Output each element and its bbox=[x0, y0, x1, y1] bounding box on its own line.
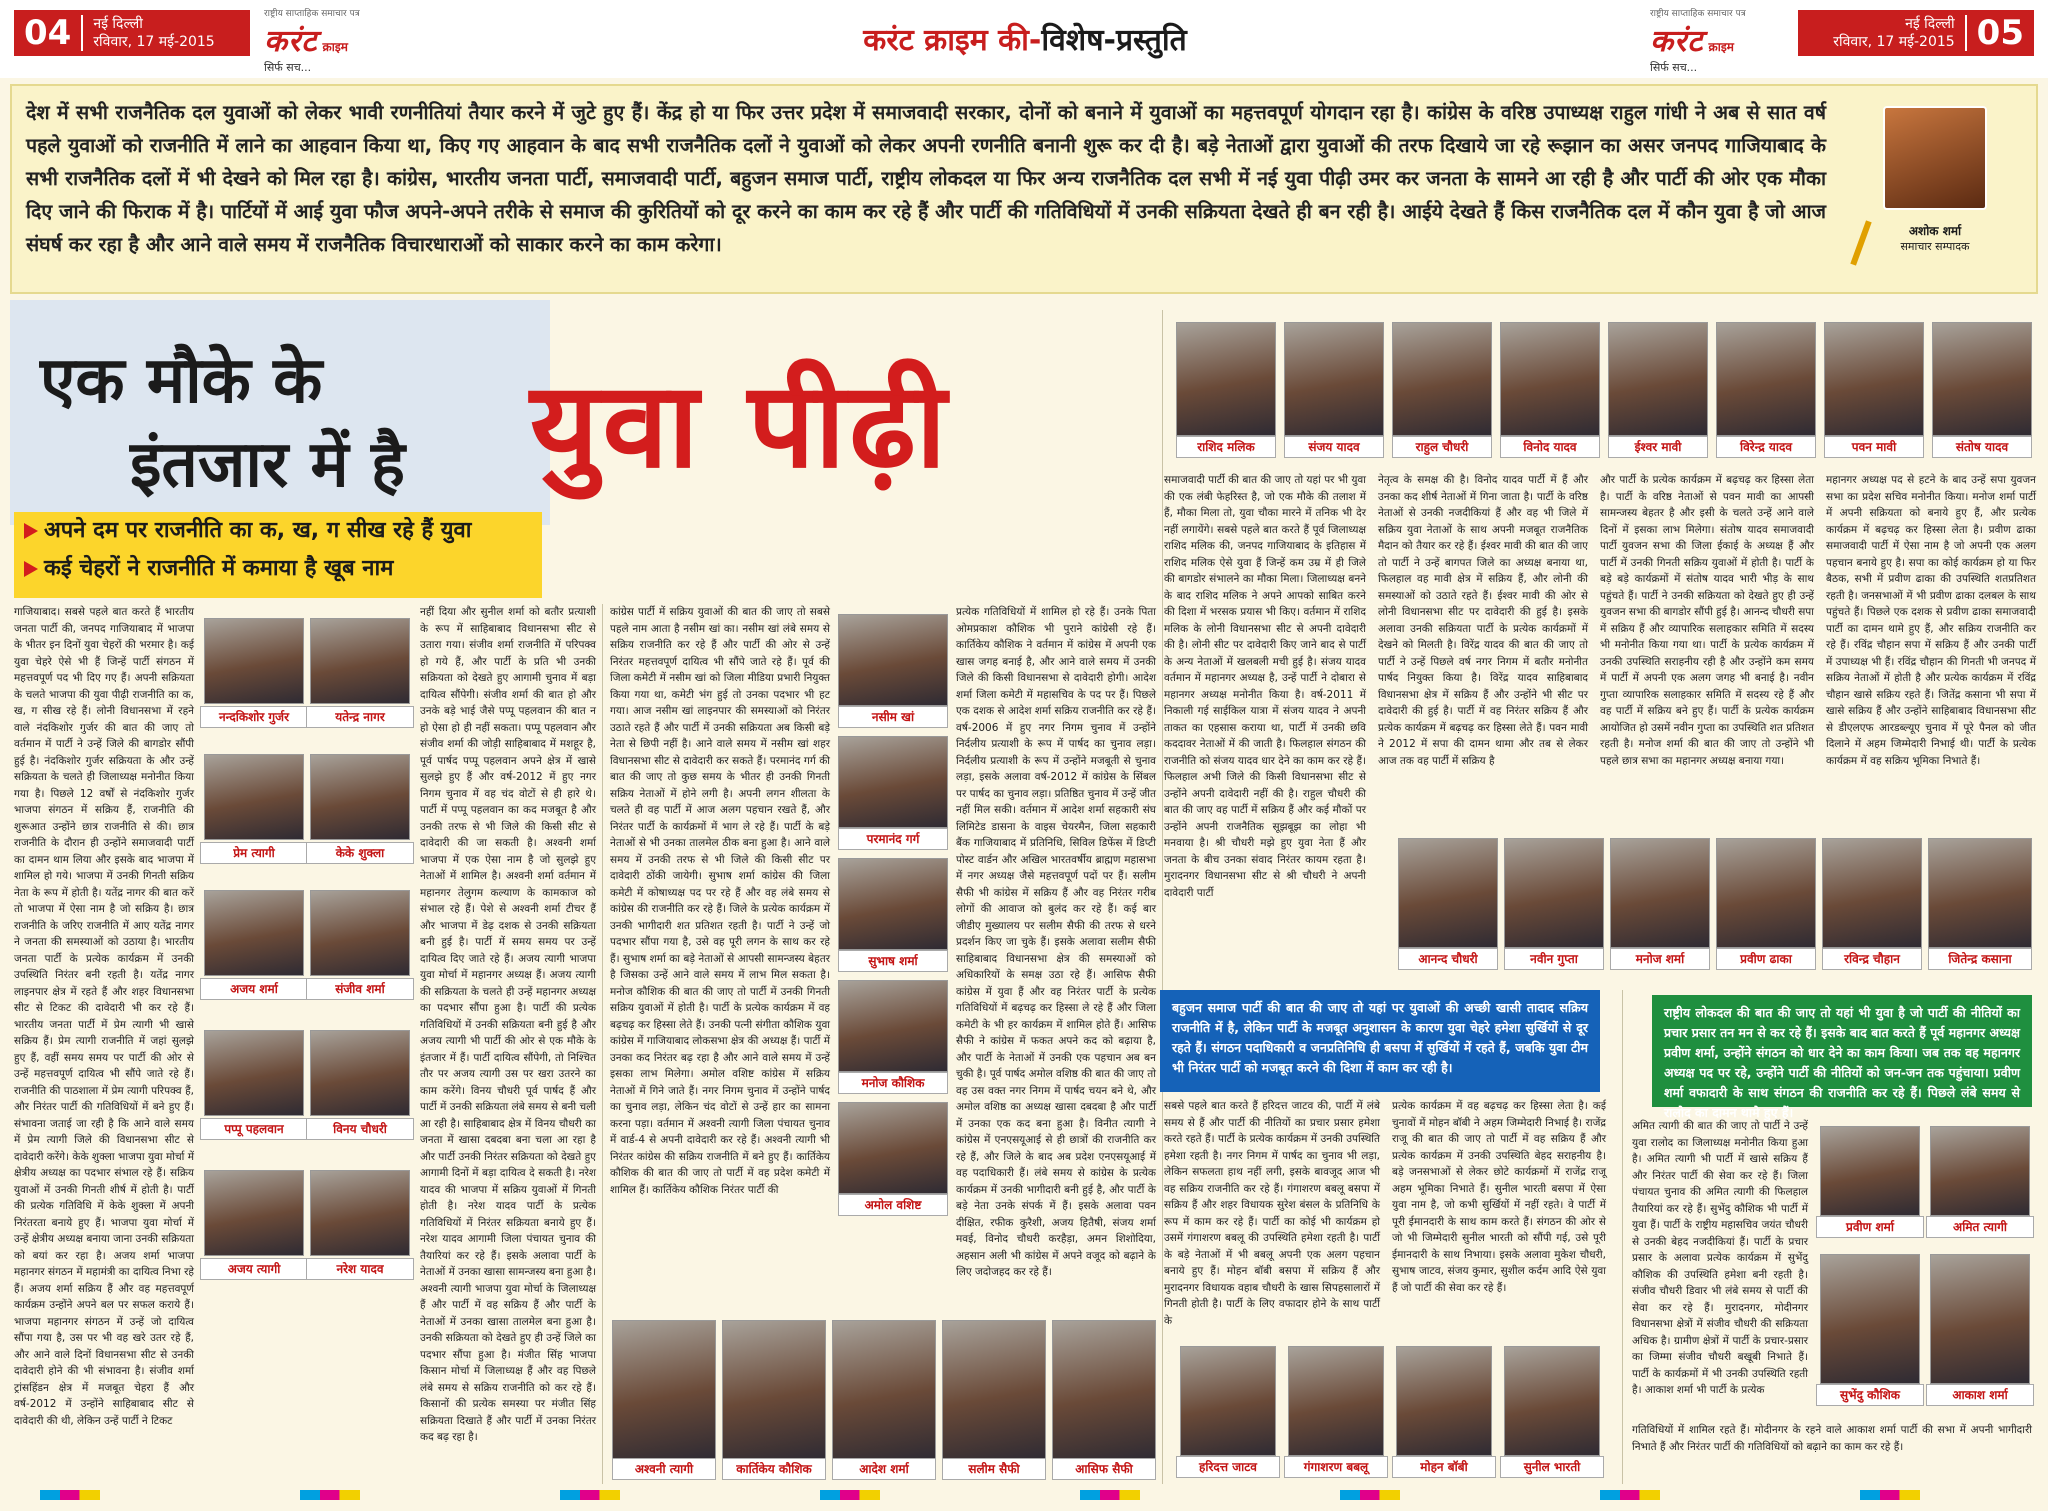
person-caption: संतोष यादव bbox=[1932, 436, 2032, 458]
rld-intro-box: राष्ट्रीय लोकदल की बात की जाए तो यहां भी युवा है जो पार्टी की नीतियों का प्रचार प्रसार तन मन से कर रहे हैं। इसके बाद बात करते हैं पूर्व महानगर अध्यक्ष प्रवीण शर्मा, उन्होंने संगठन को धार देने का काम किया। जब तक वह महानगर अध्यक्ष पद पर रहे, उन्होंने पार्टी की नीतियों को जन-जन तक पहुंचाया। प्रवीण शर्मा वफादारी के साथ संगठन की राजनीति कर रहे हैं। पिछले लंबे समय से रालोद का दामन थामे हुए हैं। bbox=[1652, 995, 2032, 1107]
person-caption: कार्तिकेय कौशिक bbox=[722, 1458, 826, 1480]
editor-name: अशोक शर्मा bbox=[1908, 224, 1962, 238]
right-dateline: नई दिल्ली रविवार, 17 मई-2015 bbox=[1823, 15, 1966, 51]
person-photo bbox=[204, 754, 304, 840]
person-photo bbox=[838, 1102, 948, 1194]
kicker-line-1: एक मौके के bbox=[40, 344, 323, 418]
person-caption: राशिद मलिक bbox=[1176, 436, 1276, 458]
bjp-column-1: गाजियाबाद। सबसे पहले बात करते हैं भारतीय जनता पार्टी की, जनपद गाजियाबाद में भाजपा के भीतर इन दिनों युवा चेहरों की भरमार है। कई युवा चेहरे ऐसे भी हैं जिन्हें पार्टी संगठन में महत्तवपूर्ण पद भी दिए गए हैं। अपनी सक्रियता के चलते भाजपा की युवा पीढ़ी राजनीति का क, ख, ग सीख रहे हैं। लोनी विधानसभा में रहने वाले नंदकिशोर गुर्जर की बात की जाए तो वर्तमान में पार्टी ने उन्हें जिले की बागडोर सौंपी हुई है। नंदकिशोर गुर्जर सक्रियता के और उन्हें सक्रियता के चलते ही जिलाध्यक्ष मनोनीत किया गया है। पिछले 12 वर्षों से नंदकिशोर गुर्जर भाजपा संगठन में सक्रिय हैं, राजनीति की शुरूआत उन्होंने छात्र राजनीति से की। छात्र राजनीति के दौरान ही उन्होंने समाजवादी पार्टी का दामन थाम लिया और इसके बाद भाजपा में शामिल हो गये। भाजपा में उनकी गिनती सक्रिय नेता के रूप में होती है। यतेंद्र नागर की बात करें तो भाजपा में ऐसा नाम है जो सक्रिय है। छात्र राजनीति के जरिए राजनीति में आए यतेंद्र नागर ने जनता की समस्याओं को उठाया है। भारतीय जनता पार्टी के प्रत्येक कार्यक्रम में उनकी उपस्थिति निरंतर बनी रहती है। यतेंद्र नागर लाइनपार क्षेत्र में रहते हैं और शहर विधानसभा सीट से टिकट की दावेदारी भी कर रहे हैं। भारतीय जनता पार्टी में प्रेम त्यागी भी खासे सक्रिय हैं। प्रेम त्यागी राजनीति में जहां सुलझे हुए हैं, वहीं समय समय पर पार्टी की ओर से उन्हें महत्तवपूर्ण दायित्व भी सौंपे जाते रहे हैं। राजनीति की पाठशाला में प्रेम त्यागी परिपक्व हैं, और निरंतर पार्टी की गतिविधियों में बने हुए हैं। संभावना जताई जा रही है कि आने वाले समय में प्रेम त्यागी जिले की विधानसभा सीट से दावेदारी करेंगे। केके शुक्ला भाजपा युवा मोर्चा में क्षेत्रीय अध्यक्ष का पदभार संभाल रहे हैं। सक्रिय युवाओं में उनकी गिनती शीर्ष में होती है। पार्टी की प्रत्येक गतिविधि में केके शुक्ला में अपनी निरंतरता बनाये हुए हैं। भाजपा युवा मोर्चा में उन्हें क्षेत्रीय अध्यक्ष बनाया जाना उनकी सक्रियता को बयां कर रहा है। अजय शर्मा भाजपा महानगर संगठन में महामंत्री का दायित्व निभा रहे हैं। अजय शर्मा सक्रिय हैं और वह महत्तवपूर्ण कार्यक्रम उन्होंने अपने बल पर सफल कराये हैं। भाजपा महानगर संगठन में उन्हें जो दायित्व सौंपा गया है, उस पर भी वह खरे उतर रहे हैं, और आने वाले दिनों विधानसभा सीट से उनकी दावेदारी होने की भी संभावना है। संजीव शर्मा ट्रांसहिंडन क्षेत्र में मजबूत चेहरा हैं और वर्ष-2012 में उन्होंने साहिबाबाद सीट से दावेदारी की थी, लेकिन उन्हें पार्टी ने टिकट bbox=[14, 606, 194, 1427]
left-logo: राष्ट्रीय साप्ताहिक समाचार पत्र करंट क्राइम सिर्फ सच... bbox=[264, 9, 360, 74]
person-caption: अमोल वशिष्ट bbox=[838, 1194, 948, 1216]
person-caption: परमानंद गर्ग bbox=[838, 828, 948, 850]
right-page-number: 05 bbox=[1976, 13, 2024, 53]
rld-column-1: अमित त्यागी की बात की जाए तो पार्टी ने उन्हें युवा रालोद का जिलाध्यक्ष मनोनीत किया हुआ है। अमित त्यागी भी पार्टी में खासे सक्रिय हैं और निरंतर पार्टी की सेवा कर रहे हैं। जिला पंचायत चुनाव की अमित त्यागी की फिलहाल तैयारियां कर रहे हैं। सुभेंदु कौशिक भी पार्टी में युवा हैं। पार्टी के राष्ट्रीय महासचिव जयंत चौधरी से उनकी बेहद नजदीकियां हैं। पार्टी के प्रचार प्रसार के अलावा प्रत्येक कार्यक्रम में सुभेंदु कौशिक की उपस्थिति हमेशा बनी रहती है। संजीव चौधरी डिवार भी लंबे समय से पार्टी की सेवा कर रहे हैं। मुरादनगर, मोदीनगर विधानसभा क्षेत्रों में संजीव चौधरी की सक्रियता अधिक है। ग्रामीण क्षेत्रों में पार्टी के प्रचार-प्रसार का जिम्मा संजीव चौधरी बखूबी निभाते हैं। पार्टी के कार्यक्रमों में भी उनकी उपस्थिति रहती है। आकाश शर्मा भी पार्टी के प्रत्येक bbox=[1632, 1120, 1808, 1396]
person-caption: आसिफ सैफी bbox=[1052, 1458, 1156, 1480]
person-photo bbox=[310, 754, 410, 840]
person-photo bbox=[1396, 1346, 1492, 1456]
person-photo bbox=[1930, 1126, 2030, 1216]
column-divider bbox=[1622, 990, 1623, 1484]
registration-mark bbox=[820, 1490, 880, 1500]
person-caption: केके शुक्ला bbox=[306, 842, 414, 864]
person-photo bbox=[1288, 1346, 1384, 1456]
sp-column-4: महानगर अध्यक्ष पद से हटने के बाद उन्हें सपा युवजन सभा का प्रदेश सचिव मनोनीत किया। मनोज शर्मा पार्टी में अपनी सक्रियता को बनाये हुए हैं, और प्रत्येक कार्यक्रम में बढ़चढ़ कर हिस्सा लेता है। प्रवीण ढाका समाजवादी पार्टी में ऐसा नाम है जो अपनी एक अलग पहचान बनाये हुए है। सपा का कोई कार्यक्रम हो या फिर बैठक, सभी में प्रवीण ढाका की उपस्थिति शतप्रतिशत रहती है। जनसभाओं में भी प्रवीण ढाका दलबल के साथ पहुंचते हैं। पिछले एक दशक से प्रवीण ढाका समाजवादी पार्टी का दामन थामे हुए हैं, और सक्रिय राजनीति कर रहे हैं। रविंद्र चौहान सपा में सक्रिय हैं और उनकी पार्टी में उपाध्यक्ष भी हैं। रविंद्र चौहान की गिनती भी जनपद में सक्रिय नेताओं में होती है और प्रत्येक कार्यक्रम में रविंद्र चौहान खासे सक्रिय रहते हैं। जितेंद्र कसाना भी सपा में खासे सक्रिय हैं और उन्होंने साहिबाबाद विधानसभा सीट से डीएलएफ आरडब्ल्यूए चुनाव में पूरे पैनल को जीत दिलाने में अहम जिम्मेदारी निभाई थी। पार्टी के प्रत्येक कार्यक्रम में वह सक्रिय भूमिका निभाते हैं। bbox=[1826, 474, 2036, 767]
bjp-column-2: नहीं दिया और सुनील शर्मा को बतौर प्रत्याशी के रूप में साहिबाबाद विधानसभा सीट से उतारा गया। संजीव शर्मा राजनीति में परिपक्व हो गये हैं, और पार्टी के प्रति भी उनकी सक्रियता को देखते हुए आगामी चुनाव में बड़ा दायित्व सौंपेगी। संजीव शर्मा की बात हो और उनके बड़े भाई जैसे पप्पू पहलवान की बात न हो ऐसा हो ही नहीं सकता। पप्पू पहलवान और संजीव शर्मा की जोड़ी साहिबाबाद में मशहूर है, पूर्व पार्षद पप्पू पहलवान अपने क्षेत्र में खासे सुलझे हुए हैं और वर्ष-2012 में हुए नगर निगम चुनाव में वह चंद वोटों से ही हारे थे। पार्टी में पप्पू पहलवान का कद मजबूत है और उनकी तरफ से भी जिले की किसी सीट से दावेदारी की जा सकती है। अश्वनी शर्मा भाजपा में एक ऐसा नाम है जो सुलझे हुए नेताओं में शामिल है। अश्वनी शर्मा वर्तमान में महानगर तेलुगम कल्याण के कामकाज को संभाल रहे हैं। पेशे से अश्वनी शर्मा टीचर हैं और भाजपा में डेढ़ दशक से उनकी सक्रियता बनी हुई है। पार्टी में समय समय पर उन्हें दायित्व दिए जाते रहे हैं। अजय त्यागी भाजपा युवा मोर्चा में महानगर अध्यक्ष हैं। अजय त्यागी की सक्रियता के चलते ही उन्हें महानगर अध्यक्ष का पदभार सौंपा हुआ है। पार्टी की प्रत्येक गतिविधियों में उनकी सक्रियता बनी हुई है और अजय त्यागी भी पार्टी की ओर से एक मौके के इंतजार में हैं। पार्टी दायित्व सौंपेगी, तो निश्चित तौर पर अजय त्यागी उस पर खरा उतरने का काम करेंगे। विनय चौधरी पूर्व पार्षद हैं और पार्टी में उनकी सक्रियता लंबे समय से बनी चली आ रही है। साहिबाबाद क्षेत्र में विनय चौधरी का जनता में खासा दबदबा बना चला आ रहा है और पार्टी उनकी निरंतर सक्रियता को देखते हुए आगामी दिनों में बड़ा दायित्व दे सकती है। नरेश यादव की भाजपा में सक्रिय युवाओं में गिनती होती है। नरेश यादव पार्टी के प्रत्येक गतिविधियों में निरंतर सक्रियता बनाये हुए हैं। नरेश यादव आगामी जिला पंचायत चुनाव की तैयारियां कर रहे हैं। इसके अलावा पार्टी के नेताओं में उनका खासा सामन्जस्य बना हुआ है। अश्वनी त्यागी भाजपा युवा मोर्चा के जिलाध्यक्ष हैं और पार्टी में वह सक्रिय हैं और पार्टी के नेताओं में उनका खासा तालमेल बना हुआ है। उनकी सक्रियता को देखते हुए ही उन्हें जिले का पदभार सौंपा हुआ है। मंजीत सिंह भाजपा किसान मोर्चा में जिलाध्यक्ष हैं और वह पिछले लंबे समय से सक्रिय राजनीति को कर रहे हैं। किसानों की प्रत्येक समस्या पर मंजीत सिंह सक्रियता दिखाते हैं और पार्टी में उनका निरंतर कद बढ़ रहा है। bbox=[420, 606, 596, 1443]
bjp-column-1b bbox=[200, 1286, 414, 1482]
left-page-number: 04 bbox=[24, 13, 72, 53]
person-photo bbox=[1504, 838, 1604, 948]
person-photo bbox=[204, 1030, 304, 1116]
person-photo bbox=[1398, 838, 1498, 948]
registration-mark bbox=[1340, 1490, 1400, 1500]
person-caption: आकाश शर्मा bbox=[1926, 1384, 2034, 1406]
registration-mark bbox=[1600, 1490, 1660, 1500]
person-photo bbox=[1610, 838, 1710, 948]
congress-column-1: कांग्रेस पार्टी में सक्रिय युवाओं की बात की जाए तो सबसे पहले नाम आता है नसीम खां का। नसीम खां लंबे समय से सक्रिय राजनीति कर रहे हैं और पार्टी की ओर से उन्हें निरंतर महत्तवपूर्ण दायित्व भी सौंपे जाते रहे हैं। पूर्व की जिला कमेटी में नसीम खां को जिला मीडिया प्रभारी नियुक्त किया गया था, कमेटी भंग हुई तो उनका पदभार भी हट गया। आज नसीम खां लाइनपार की समस्याओं को निरंतर उठाते रहते हैं और पार्टी में उनकी सक्रियता अब किसी बड़े नेता से छिपी नहीं है। आने वाले समय में नसीम खां शहर विधानसभा सीट से दावेदारी कर सकते हैं। परमानंद गर्ग की बात की जाए तो कुछ समय के भीतर ही उनकी गिनती सक्रिय नेताओं में होने लगी है। अपनी लगन शीलता के चलते ही वह पार्टी में आज अलग पहचान रखते हैं, और निरंतर पार्टी के कार्यक्रमों में भाग ले रहे हैं। पार्टी के बड़े नेताओं से भी उनका तालमेल ठीक बना हुआ है। आने वाले समय में उनकी तरफ से भी जिले की किसी सीट पर दावेदारी ठोंकी जायेगी। सुभाष शर्मा कांग्रेस की जिला कमेटी में कोषाध्यक्ष पद पर रहे हैं और वह लंबे समय से कांग्रेस की राजनीति कर रहे हैं। जिले के प्रत्येक कार्यक्रम में उनकी भागीदारी शत प्रतिशत रहती है। पार्टी ने उन्हें जो पदभार सौंपा गया है, उसे वह पूरी लगन के साथ कर रहे हैं। सुभाष शर्मा का बड़े नेताओं से आपसी सामन्जस्य बेहतर है जिसका उन्हें आने वाले समय में लाभ मिल सकता है। मनोज कौशिक की बात की जाए तो पार्टी में उनकी गिनती सक्रिय युवाओं में होती है। पार्टी के प्रत्येक कार्यक्रम में वह बढ़चढ़ कर हिस्सा लेते हैं। उनकी पत्नी संगीता कौशिक युवा कांग्रेस में गाजियाबाद लोकसभा क्षेत्र की अध्यक्ष हैं। पार्टी में उनका कद निरंतर बढ़ रहा है और आने वाले समय में उन्हें इसका लाभ मिलेगा। अमोल वशिष्ट कांग्रेस में सक्रिय नेताओं में गिने जाते हैं। नगर निगम चुनाव में उन्होंने पार्षद का चुनाव लड़ा, लेकिन चंद वोटों से उन्हें हार का सामना करना पड़ा। वर्तमान में अश्वनी त्यागी जिला पंचायत चुनाव में वार्ड-4 से अपनी दावेदारी कर रहे हैं। अश्वनी त्यागी भी निरंतर कांग्रेस की सक्रिय राजनीति में बने हुए हैं। कार्तिकेय कौशिक की बात की जाए तो पार्टी में वह प्रदेश कमेटी में शामिल हैं। कार्तिकेय कौशिक निरंतर पार्टी की bbox=[610, 606, 830, 1196]
page-title: करंट क्राइम की-विशेष-प्रस्तुति bbox=[863, 23, 1187, 58]
person-caption: नवीन गुप्ता bbox=[1504, 948, 1604, 970]
main-headline: युवा पीढ़ी bbox=[530, 356, 951, 494]
person-photo bbox=[310, 1030, 410, 1116]
sp-column-3: और पार्टी के प्रत्येक कार्यक्रम में बढ़चढ़ कर हिस्सा लेता है। पार्टी के वरिष्ठ नेताओं से पवन मावी का आपसी सामन्जस्य बेहतर है और इसी के चलते उन्हें आने वाले दिनों में इसका लाभ मिलेगा। संतोष यादव समाजवादी पार्टी युवजन सभा की जिला ईकाई के अध्यक्ष हैं और पार्टी में उनकी गिनती सक्रिय युवाओं में होती है। पार्टी के बड़े बड़े कार्यक्रमों में संतोष यादव भारी भीड़ के साथ पहुंचते हैं। पार्टी ने उनकी सक्रियता को देखते हुए ही उन्हें युवजन सभा की बागडोर सौंपी हुई है। आनन्द चौधरी सपा में सक्रिय हैं और व्यापारिक सलाहकार समिति में सदस्य भी मनोनीत किया गया था। पार्टी के प्रत्येक कार्यक्रम में उनकी उपस्थिति सराहनीय रही है और उन्होंने कम समय में पार्टी में अपनी एक अलग जगह भी बनाई है। नवीन गुप्ता व्यापारिक सलाहकार समिति में सदस्य रहे हैं और वह पार्टी में सक्रिय बने हुए हैं। पार्टी के प्रत्येक कार्यक्रम आयोजित हो उसमें नवीन गुप्ता का उपस्थिति शत प्रतिशत रहती है। मनोज शर्मा की बात की जाए तो उन्होंने भी पहले छात्र सभा का महानगर अध्यक्ष बनाया गया। bbox=[1600, 474, 1814, 767]
editor-photo bbox=[1883, 106, 1987, 210]
column-divider bbox=[602, 604, 603, 1484]
masthead bbox=[0, 0, 2048, 78]
person-photo bbox=[310, 890, 410, 976]
person-photo bbox=[838, 736, 948, 828]
registration-mark bbox=[300, 1490, 360, 1500]
person-caption: नन्दकिशोर गुर्जर bbox=[200, 706, 308, 728]
person-photo bbox=[838, 858, 948, 950]
person-caption: अजय त्यागी bbox=[200, 1258, 308, 1280]
person-photo bbox=[1176, 322, 1276, 436]
person-photo bbox=[1504, 1346, 1600, 1456]
right-page-tab bbox=[1798, 10, 2034, 56]
headline-bullets bbox=[14, 512, 542, 598]
person-photo bbox=[1716, 322, 1816, 436]
sp-column-2: नेतृत्व के समक्ष की है। विनोद यादव पार्टी में हैं और उनका कद शीर्ष नेताओं में गिना जाता है। पार्टी के वरिष्ठ नेताओं से उनकी नजदीकियां हैं और वह भी जिले में सक्रिय युवा नेताओं के साथ अपनी मजबूत राजनैतिक मैदान को तैयार कर रहे हैं। ईश्वर मावी की बात की जाए तो पार्टी ने उन्हें बागपत जिले का अध्यक्ष बनाया था, फिलहाल वह मावी क्षेत्र में सक्रिय हैं, और लोनी की समस्याओं को उठाते रहते हैं। ईश्वर मावी की ओर से लोनी विधानसभा सीट पर दावेदारी की हुई है। इसके अलावा उनकी सक्रियता पार्टी के प्रत्येक कार्यक्रमों में देखने को मिलती है। विरेंद्र यादव की बात की जाए तो पार्टी ने उन्हें पिछले वर्ष नगर निगम में बतौर मनोनीत पार्षद नियुक्त किया है। विरेंद्र यादव साहिबाबाद विधानसभा क्षेत्र में सक्रिय हैं और उन्होंने भी सीट पर दावेदारी की हुई है। पार्टी में वह निरंतर सक्रिय हैं और प्रत्येक कार्यक्रम में बढ़चढ़ कर हिस्सा लेते हैं। पवन मावी ने 2012 में सपा की दामन थामा और तब से लेकर आज तक वह पार्टी में सक्रिय है bbox=[1378, 474, 1588, 767]
person-photo bbox=[1824, 322, 1924, 436]
person-caption: सुनील भारती bbox=[1500, 1456, 1604, 1478]
person-caption: संजय यादव bbox=[1284, 436, 1384, 458]
rld-column-2: गतिविधियों में शामिल रहते हैं। मोदीनगर के रहने वाले आकाश शर्मा पार्टी की सभा में अपनी भागीदारी निभाते हैं और निरंतर पार्टी की गतिविधियों को बढ़ाने का काम कर रहे हैं। bbox=[1632, 1424, 2032, 1453]
person-caption: राहुल चौधरी bbox=[1392, 436, 1492, 458]
person-caption: विनय चौधरी bbox=[306, 1118, 414, 1140]
bullet-1: अपने दम पर राजनीति का क, ख, ग सीख रहे हैं युवा bbox=[14, 512, 542, 550]
person-photo bbox=[1932, 322, 2032, 436]
editor-title: समाचार सम्पादक bbox=[1900, 240, 1970, 253]
registration-mark bbox=[40, 1490, 100, 1500]
person-caption: पवन मावी bbox=[1824, 436, 1924, 458]
congress-column-2: प्रत्येक गतिविधियों में शामिल हो रहे हैं। उनके पिता ओमप्रकाश कौशिक भी पुराने कांग्रेसी रहे हैं। कार्तिकेय कौशिक ने वर्तमान में कांग्रेस में अपनी एक खास जगह बनाई है, और आने वाले समय में उनकी जिले की किसी विधानसभा से दावेदारी होगी। आदेश शर्मा जिला कमेटी में महासचिव के पद पर हैं। पिछले एक दशक से आदेश शर्मा सक्रिय राजनीति कर रहे हैं। वर्ष-2006 में हुए नगर निगम चुनाव में उन्होंने निर्दलीय प्रत्याशी के रूप में पार्षद का चुनाव लड़ा। निर्दलीय प्रत्याशी के रूप में उन्होंने मजबूती से चुनाव लड़ा, इसके अलावा वर्ष-2012 में कांग्रेस के सिंबल पर पार्षद का चुनाव लड़ा। प्रतिष्ठित चुनाव में उन्हें जीत नहीं मिल सकी। वर्तमान में आदेश शर्मा सहकारी संघ लिमिटेड डासना के वाइस चेयरमैन, जिला सहकारी बैंक गाजियाबाद में प्रतिनिधि, सिविल डिफेंस में डिप्टी पोस्ट वार्डन और अखिल भारतवर्षीय ब्राह्मण महासभा में नगर अध्यक्ष जैसे महत्तवपूर्ण पदों पर हैं। सलीम सैफी भी कांग्रेस में सक्रिय हैं और वह निरंतर गरीब लोगों की आवाज को बुलंद कर रहे हैं। कई बार जीडीए मुख्यालय पर सलीम सैफी की तरफ से धरने प्रदर्शन किए जा चुके हैं। इसके अलावा सलीम सैफी साहिबाबाद विधानसभा क्षेत्र की समस्याओं को अधिकारियों के समक्ष उठा रहे हैं। आसिफ सैफी कांग्रेस में युवा हैं और वह निरंतर पार्टी के प्रत्येक गतिविधियों में बढ़चढ़ कर हिस्सा ले रहे हैं और जिला कमेटी के भी हर कार्यक्रम में शामिल होते हैं। आसिफ सैफी ने कांग्रेस में फकत अपने कद को बढ़ाया है, और पार्टी के नेताओं में उनकी एक पहचान अब बन चुकी है। पूर्व पार्षद अमोल वशिष्ठ की बात की जाए तो वह उस वक्त नगर निगम में पार्षद चयन बने थे, और अमोल वशिष्ठ का अध्यक्ष खासा दबदबा है और पार्टी में उनका एक कद बना हुआ है। विनीत त्यागी ने कांग्रेस में एनएसयूआई से ही छात्रों की राजनीति कर रहे हैं, और जिले के बाद अब प्रदेश एनएसयूआई में वह पदाधिकारी हैं। लंबे समय से कांग्रेस के प्रत्येक कार्यक्रम में उनकी भागीदारी बनी हुई है, और पार्टी के बड़े नेता उनके संपर्क में हैं। इसके अलावा पवन दीक्षित, रफीक कुरैशी, अजय हितैषी, संजय शर्मा मवई, विनोद चौधरी करहैड़ा, अमन शिशोदिया, अहसान अली भी कांग्रेस में अपने वजूद को बढ़ाने के लिए जदोजहद कर रहे हैं। bbox=[956, 606, 1156, 1278]
person-photo bbox=[1608, 322, 1708, 436]
person-photo bbox=[1052, 1320, 1156, 1460]
registration-mark bbox=[1080, 1490, 1140, 1500]
person-caption: संजीव शर्मा bbox=[306, 978, 414, 1000]
person-caption: ईश्वर मावी bbox=[1608, 436, 1708, 458]
spread-gutter bbox=[1162, 310, 1163, 1484]
intro-box bbox=[10, 84, 2038, 294]
person-caption: विनोद यादव bbox=[1500, 436, 1600, 458]
person-caption: सुभाष शर्मा bbox=[838, 950, 948, 972]
registration-mark bbox=[560, 1490, 620, 1500]
person-photo bbox=[838, 980, 948, 1072]
right-logo: राष्ट्रीय साप्ताहिक समाचार पत्र करंट क्राइम सिर्फ सच... bbox=[1650, 9, 1746, 74]
person-photo bbox=[1500, 322, 1600, 436]
person-caption: प्रेम त्यागी bbox=[200, 842, 308, 864]
registration-mark bbox=[1860, 1490, 1920, 1500]
person-photo bbox=[1822, 838, 1922, 948]
left-dateline: नई दिल्ली रविवार, 17 मई-2015 bbox=[81, 15, 224, 51]
person-photo bbox=[612, 1320, 716, 1460]
person-caption: अमित त्यागी bbox=[1926, 1216, 2034, 1238]
person-caption: विरेन्द्र यादव bbox=[1716, 436, 1816, 458]
person-caption: अश्वनी त्यागी bbox=[612, 1458, 716, 1480]
sp-column-1: समाजवादी पार्टी की बात की जाए तो यहां पर भी युवा की एक लंबी फेहरिस्त है, जो एक मौके की तलाश में हैं, मौका मिला तो, युवा चौका मारने में तनिक भी देर नहीं लगायेंगे। सबसे पहले बात करते हैं पूर्व जिलाध्यक्ष राशिद मलिक की, जनपद गाजियाबाद के इतिहास में राशिद मलिक ऐसे युवा हैं जिन्हें कम उम्र में ही जिले की बागडोर संभालने का मौका मिला। जिलाध्यक्ष बनने के बाद राशिद मलिक ने अपने आपको साबित करने की दिशा में भरसक प्रयास भी किए। वर्तमान में राशिद मलिक के लोनी विधानसभा सीट से अपनी दावेदारी की है। लोनी सीट पर दावेदारी किए जाने बाद से पार्टी के अन्य नेताओं में खलबली मची हुई है। संजय यादव वर्तमान में महानगर अध्यक्ष है, उन्हें पार्टी ने दोबारा से महानगर अध्यक्ष मनोनीत किया है। वर्ष-2011 में निकाली गई साईकिल यात्रा में संजय यादव ने अपनी ताकत का एहसास कराया था, पार्टी में उनकी छवि कददावर नेताओं में की जाती है। फिलहाल संगठन की राजनीति को संजय यादव धार देने का काम कर रहे हैं। फिलहाल अभी जिले की किसी विधानसभा सीट से उन्होंने अपनी दावेदारी नहीं की है। राहुल चौधरी की बात की जाए वह पार्टी में सक्रिय हैं और कई मौकों पर उन्होंने अपनी राजनैतिक सूझबूझ का लोहा भी मनवाया है। श्री चौधरी मझे हुए युवा नेता हैं और जनता के बीच उनका संवाद निरंतर कायम रहता है। मुरादनगर विधानसभा सीट से श्री चौधरी ने अपनी दावेदारी पार्टी bbox=[1164, 474, 1366, 899]
person-photo bbox=[204, 618, 304, 704]
person-caption: पप्पू पहलवान bbox=[200, 1118, 308, 1140]
person-photo bbox=[832, 1320, 936, 1460]
person-photo bbox=[1820, 1126, 1920, 1216]
person-photo bbox=[1180, 1346, 1276, 1456]
person-photo bbox=[204, 890, 304, 976]
headline-kicker bbox=[10, 300, 550, 525]
person-caption: नरेश यादव bbox=[306, 1258, 414, 1280]
person-photo bbox=[1392, 322, 1492, 436]
person-photo bbox=[1820, 1254, 1920, 1384]
person-photo bbox=[204, 1170, 304, 1256]
person-photo bbox=[722, 1320, 826, 1460]
person-caption: नसीम खां bbox=[838, 706, 948, 728]
person-caption: रविन्द्र चौहान bbox=[1822, 948, 1922, 970]
person-caption: आनन्द चौधरी bbox=[1398, 948, 1498, 970]
person-photo bbox=[838, 614, 948, 706]
bullet-2: कई चेहरों ने राजनीति में कमाया है खूब नाम bbox=[14, 550, 542, 588]
person-caption: मोहन बॉबी bbox=[1392, 1456, 1496, 1478]
person-caption: हरिदत्त जाटव bbox=[1176, 1456, 1280, 1478]
bsp-column-2: प्रत्येक कार्यक्रम में वह बढ़चढ़ कर हिस्सा लेता है। कई चुनावों में मोहन बॉबी ने अहम जिम्मेदारी निभाई है। राजेंद्र राजू की बात की जाए तो पार्टी में वह सक्रिय हैं और प्रत्येक कार्यक्रम में उनकी उपस्थिति बेहद सराहनीय है। बड़े जनसभाओं से लेकर छोटे कार्यक्रमों में राजेंद्र राजू अहम भूमिका निभाते हैं। सुनील भारती बसपा में ऐसा युवा नाम है, जो कभी सुर्खियों में नहीं रहते। वे पार्टी में पूरी ईमानदारी के साथ काम करते हैं। संगठन की ओर से जो भी जिम्मेदारी सुनील भारती को सौंपी गई, उसे पूरी ईमानदारी के साथ निभाया। इसके अलावा मुकेश चौधरी, सुभाष जाटव, संजय कुमार, सुशील कर्दम आदि ऐसे युवा हैं जो पार्टी की सेवा कर रहे हैं। bbox=[1392, 1100, 1606, 1294]
person-caption: मनोज कौशिक bbox=[838, 1072, 948, 1094]
person-caption: जितेन्द्र कसाना bbox=[1928, 948, 2032, 970]
person-caption: मनोज शर्मा bbox=[1610, 948, 1710, 970]
person-caption: यतेन्द्र नागर bbox=[306, 706, 414, 728]
person-caption: आदेश शर्मा bbox=[832, 1458, 936, 1480]
person-photo bbox=[1930, 1254, 2030, 1384]
person-caption: सुभेंदु कौशिक bbox=[1816, 1384, 1924, 1406]
person-photo bbox=[1716, 838, 1816, 948]
person-photo bbox=[310, 1170, 410, 1256]
person-photo bbox=[1284, 322, 1384, 436]
bsp-column-1: सबसे पहले बात करते हैं हरिदत्त जाटव की, पार्टी में लंबे समय से हैं और पार्टी की नीतियों का प्रचार प्रसार हमेशा करते रहते हैं। पार्टी के प्रत्येक कार्यक्रम में उनकी उपस्थिति हमेशा रहती है। नगर निगम में पार्षद का चुनाव भी लड़ा, लेकिन सफलता हाथ नहीं लगी, इसके बावजूद आज भी वह सक्रिय राजनीति कर रहे हैं। गंगाशरण बबलू बसपा में सक्रिय हैं और शहर विधायक सुरेश बंसल के प्रतिनिधि के रूप में काम कर रहे हैं। पार्टी का कोई भी कार्यक्रम हो उसमें गंगाशरण बबलू की उपस्थिति हमेशा रहती है। पार्टी के बड़े नेताओं में भी बबलू अपनी एक अलग पहचान बनाये हुए हैं। मोहन बॉबी बसपा में सक्रिय हैं और मुरादनगर विधायक वहाब चौधरी के खास सिपहसालारों में गिनती होती है। पार्टी के लिए वफादार होने के साथ पार्टी के bbox=[1164, 1100, 1380, 1327]
person-caption: प्रवीण शर्मा bbox=[1816, 1216, 1924, 1238]
person-photo bbox=[942, 1320, 1046, 1460]
intro-text: देश में सभी राजनैतिक दल युवाओं को लेकर भावी रणनीतियां तैयार करने में जुटे हुए हैं। केंद्र हो या फिर उत्तर प्रदेश में समाजवादी सरकार, दोनों को बनाने में युवाओं का महत्तवपूर्ण योगदान रहा है। कांग्रेस के वरिष्ठ उपाध्यक्ष राहुल गांधी ने अब से सात वर्ष पहले युवाओं को राजनीति में लाने का आहवान किया था, किए गए आहवान के बाद सभी राजनैतिक दलों ने युवाओं को लेकर अपनी रणनीति बनानी शुरू कर दी है। बड़े नेताओं द्वारा युवाओं की तरफ दिखाये जा रहे रूझान का असर जनपद गाजियाबाद के सभी राजनैतिक दलों में भी देखने को मिल रहा है। कांग्रेस, भारतीय जनता पार्टी, समाजवादी पार्टी, बहुजन समाज पार्टी, राष्ट्रीय लोकदल या फिर अन्य राजनैतिक दल सभी में नई युवा पीढ़ी उमर कर जनता के सामने आ रही है और पार्टी की ओर एक मौका दिए जाने की फिराक में है। पार्टियों में आई युवा फौज अपने-अपने तरीके से समाज की कुरितियों को दूर करने का काम कर रहे हैं और पार्टी की गतिविधियों में उनकी सक्रियता देखते ही बन रही है। आईये देखते हैं किस राजनैतिक दल में कौन युवा है जो आज संघर्ष कर रहा है और आने वाले समय में राजनैतिक विचारधाराओं को साकार करने का काम करेगा। bbox=[26, 101, 1826, 256]
person-caption: अजय शर्मा bbox=[200, 978, 308, 1000]
person-caption: गंगाशरण बबलू bbox=[1284, 1456, 1388, 1478]
left-page-tab bbox=[14, 10, 250, 56]
person-photo bbox=[310, 618, 410, 704]
kicker-line-2: इंतजार में है bbox=[130, 428, 405, 502]
person-caption: सलीम सैफी bbox=[942, 1458, 1046, 1480]
editor-byline bbox=[1850, 98, 2020, 284]
bsp-intro-box: बहुजन समाज पार्टी की बात की जाए तो यहां पर युवाओं की अच्छी खासी तादाद सक्रिय राजनीति में है, लेकिन पार्टी के मजबूत अनुशासन के कारण युवा चेहरे हमेशा सुर्खियों से दूर रहते हैं। संगठन पदाधिकारी व जनप्रतिनिधि ही बसपा में सुर्खियों में रहते हैं, जबकि युवा टीम भी निरंतर पार्टी को मजबूत करने की दिशा में काम कर रही है। bbox=[1160, 990, 1600, 1092]
person-caption: प्रवीण ढाका bbox=[1716, 948, 1816, 970]
person-photo bbox=[1928, 838, 2032, 948]
